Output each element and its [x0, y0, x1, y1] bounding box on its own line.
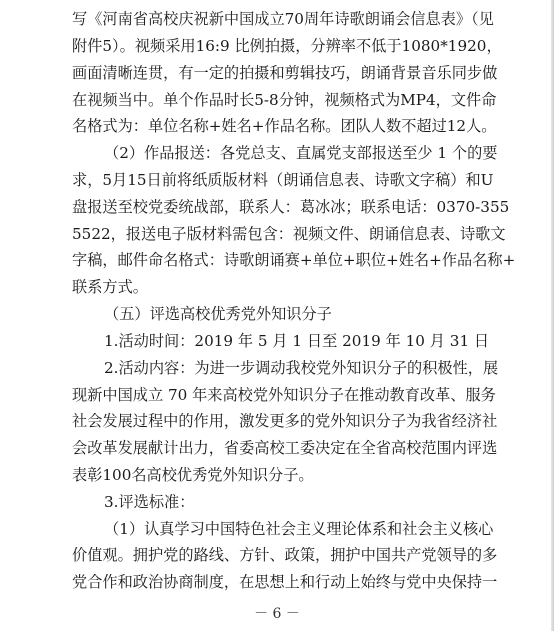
body-line-5: 名格式为：单位名称+姓名+作品名称。团队人数不超过12人。 [72, 117, 497, 136]
body-line-14: 2.活动内容：为进一步调动我校党外知识分子的积极性，展 [104, 358, 499, 377]
body-line-6: （2）作品报送：各党总支、直属党支部报送至少 1 个的要 [104, 144, 498, 163]
body-line-13: 1.活动时间：2019 年 5 月 1 日至 2019 年 10 月 31 日 [104, 331, 490, 350]
body-line-15: 现新中国成立 70 年来高校党外知识分子在推动教育改革、服务 [72, 385, 496, 404]
body-line-18: 表彰100名高校优秀党外知识分子。 [72, 465, 314, 484]
body-line-21: 价值观。拥护党的路线、方针、政策，拥护中国共产党领导的多 [72, 546, 498, 565]
body-line-11: 联系方式。 [72, 278, 148, 297]
body-line-9: 5522，报送电子版材料需包含：视频文件、朗诵信息表、诗歌文 [72, 224, 506, 243]
body-line-19: 3.评选标准： [104, 492, 195, 511]
body-line-2: 附件5）。视频采用16:9 比例拍摄，分辨率不低于1080*1920， [72, 36, 502, 55]
body-line-16: 社会发展过程中的作用，激发更多的党外知识分子为我省经济社 [72, 412, 498, 431]
page-number: － 6 － [254, 606, 300, 622]
body-line-22: 党合作和政治协商制度，在思想上和行动上始终与党中央保持一 [72, 573, 498, 592]
body-line-17: 会改革发展献计出力，省委高校工委决定在全省高校范围内评选 [72, 439, 498, 458]
body-line-1: 写《河南省高校庆祝新中国成立70周年诗歌朗诵会信息表》（见 [72, 10, 494, 28]
body-line-8: 盘报送至校党委统战部，联系人：葛冰冰；联系电话：0370-355 [72, 197, 510, 216]
body-line-3: 画面清晰连贯，有一定的拍摄和剪辑技巧，朗诵背景音乐同步做 [72, 63, 498, 82]
body-line-4: 在视频当中。单个作品时长5-8分钟，视频格式为MP4，文件命 [72, 90, 497, 109]
body-line-7: 求，5月15日前将纸质版材料（朗诵信息表、诗歌文字稿）和U [72, 170, 494, 189]
body-line-20: （1）认真学习中国特色社会主义理论体系和社会主义核心 [104, 519, 494, 538]
section-heading: （五）评选高校优秀党外知识分子 [104, 305, 332, 323]
body-line-10: 字稿，邮件命名格式：诗歌朗诵赛+单位+职位+姓名+作品名称+ [72, 251, 516, 270]
